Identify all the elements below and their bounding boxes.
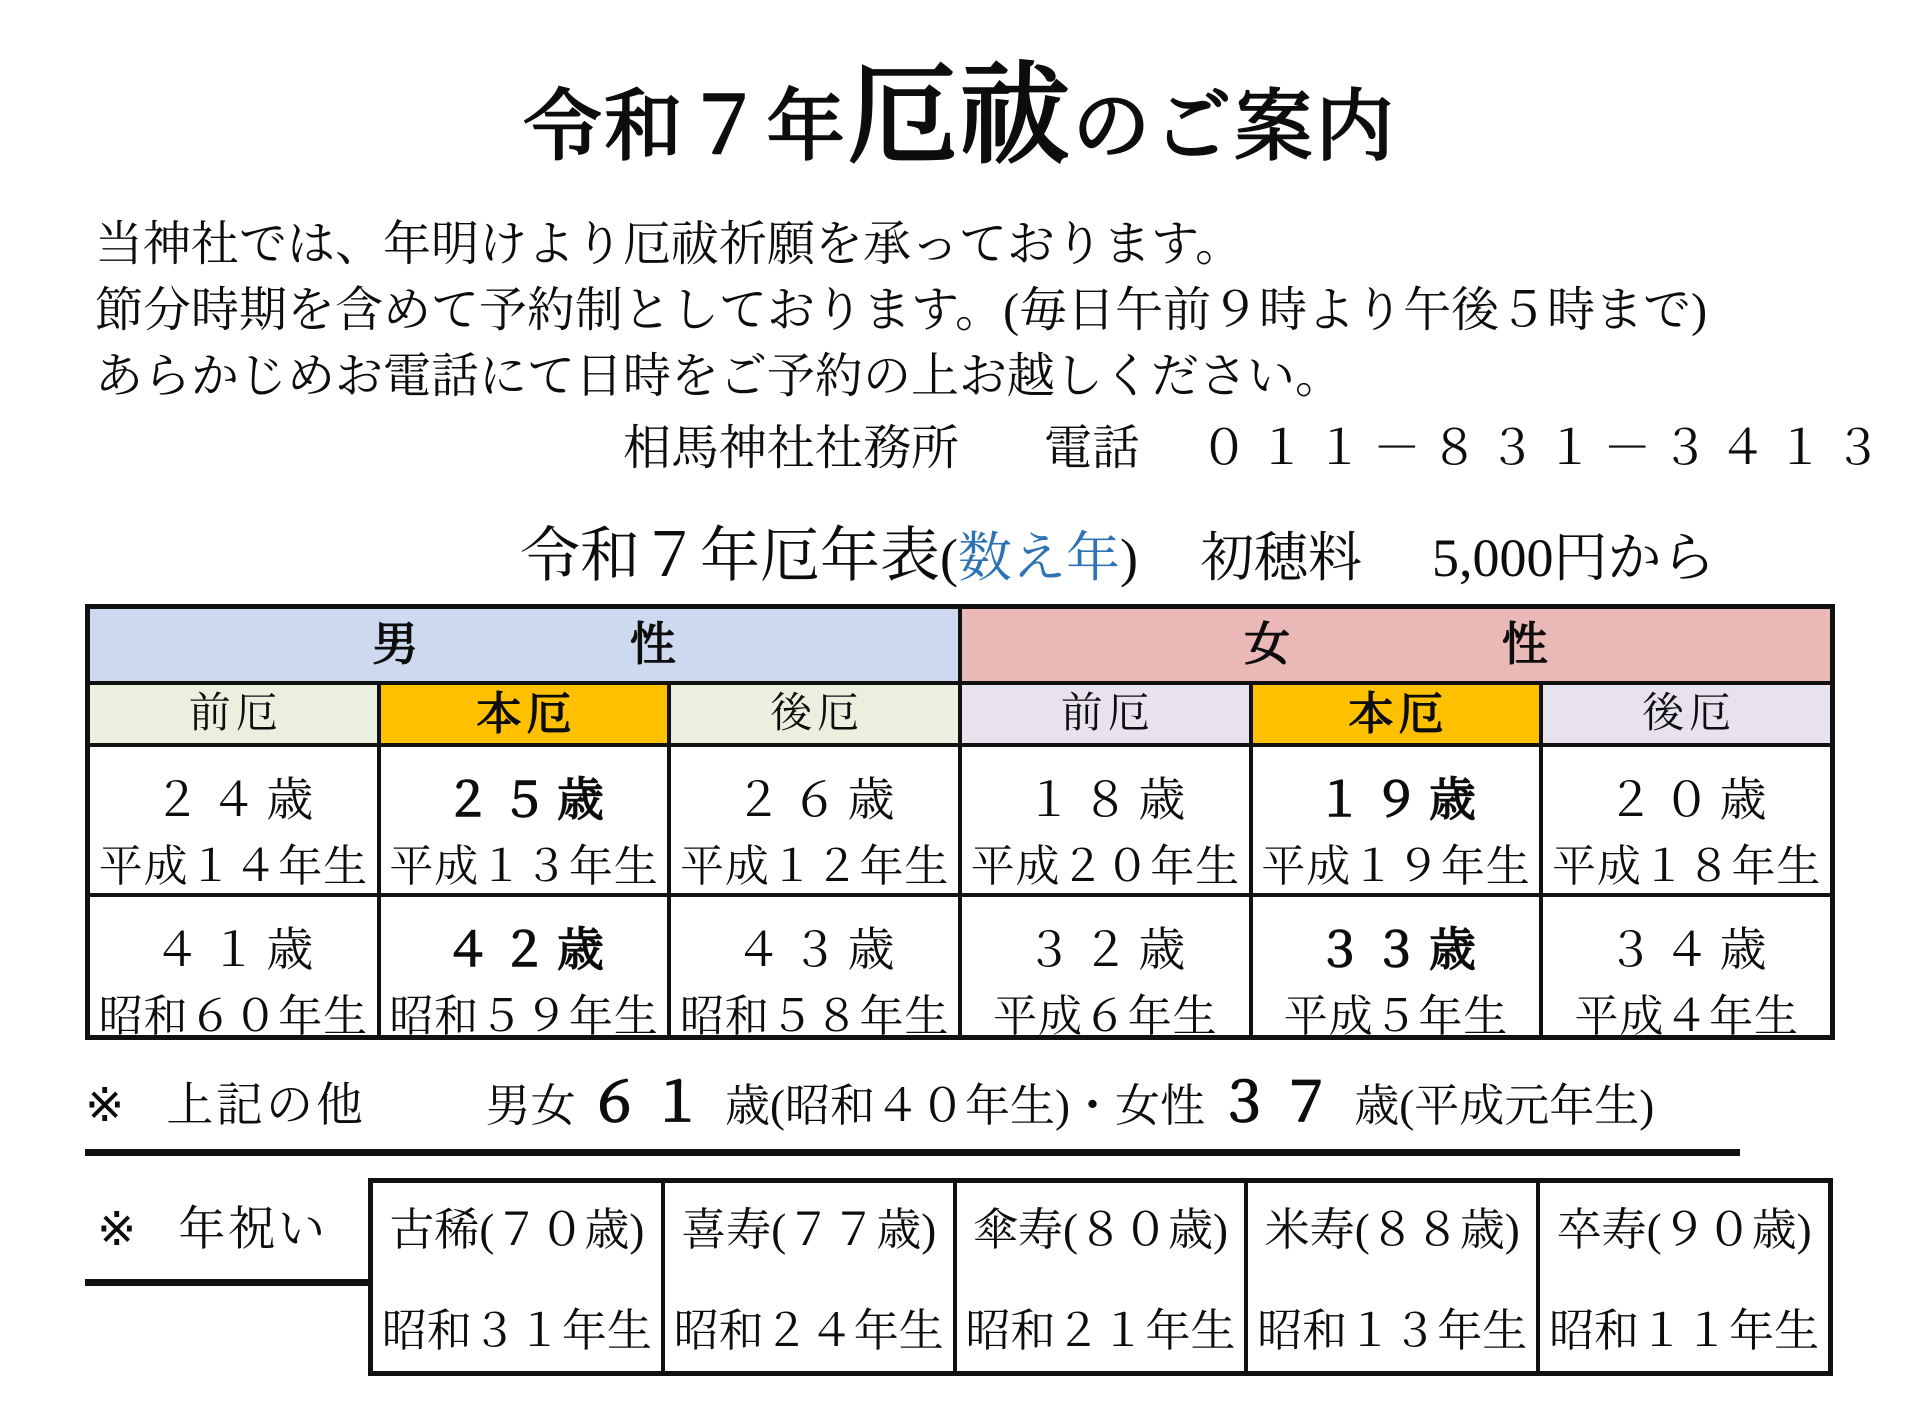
- birth-year: 平成４年生: [1574, 991, 1799, 1041]
- table-cell: [671, 747, 958, 893]
- birth-year: 昭和５８年生: [680, 991, 950, 1041]
- toshiiwai-section: [85, 1178, 1920, 1376]
- age-value: ４１歳: [153, 924, 323, 977]
- table-cell: [1543, 747, 1830, 893]
- toshiiwai-label-text: 年祝い: [178, 1203, 328, 1256]
- additional-ages-note: [85, 1060, 1740, 1156]
- age-value: ２６歳: [734, 774, 904, 827]
- table-cell: [962, 897, 1249, 1041]
- male-header-cell: 男性: [90, 609, 958, 681]
- age-value: ３２歳: [1025, 924, 1195, 977]
- note-age-61: ６１: [587, 1072, 713, 1133]
- table-cell: [671, 897, 958, 1041]
- toshiiwai-cell: [1248, 1183, 1536, 1371]
- reference-mark: ※: [85, 1079, 125, 1132]
- birth-year: 昭和２４年生: [673, 1305, 944, 1356]
- age-value: ３３歳: [1316, 924, 1486, 977]
- age-value: ４２歳: [444, 924, 614, 977]
- note-segment: 歳(昭和４０年生)・女性: [724, 1080, 1205, 1131]
- birth-year: 昭和１３年生: [1257, 1305, 1528, 1356]
- age-value: ２４歳: [153, 774, 323, 827]
- age-value: ４３歳: [734, 924, 904, 977]
- birth-year: 昭和１１年生: [1549, 1305, 1820, 1356]
- celebration-name: 喜寿(７７歳): [681, 1204, 937, 1255]
- table-cell: [962, 747, 1249, 893]
- birth-year: 昭和２１年生: [965, 1305, 1236, 1356]
- page-title: [0, 48, 1920, 186]
- table-cell-honyaku: [1253, 747, 1540, 893]
- birth-year: 平成１２年生: [680, 841, 950, 891]
- celebration-name: 傘寿(８０歳): [973, 1204, 1228, 1255]
- toshiiwai-cell: [665, 1183, 953, 1371]
- toshiiwai-table: [368, 1178, 1833, 1376]
- phone-label: 電話: [1044, 421, 1141, 475]
- female-atoyaku-header: 後厄: [1543, 685, 1830, 743]
- birth-year: 平成５年生: [1283, 991, 1509, 1041]
- title-prefix: 令和７年: [523, 83, 848, 170]
- yakudoshi-table: [85, 604, 1835, 1040]
- note-segment: 男女: [485, 1080, 576, 1131]
- age-value: ３４歳: [1606, 924, 1776, 977]
- male-honyaku-header: 本厄: [381, 685, 668, 743]
- toshiiwai-cell: [1540, 1183, 1828, 1371]
- female-maeyaku-header: 前厄: [962, 685, 1249, 743]
- age-value: ２０歳: [1606, 774, 1776, 827]
- table-cell: [90, 747, 377, 893]
- note-segment: 歳(平成元年生): [1354, 1080, 1655, 1131]
- birth-year: 平成１３年生: [389, 841, 659, 891]
- male-atoyaku-header: 後厄: [671, 685, 958, 743]
- fee-value: 5,000円から: [1431, 527, 1716, 588]
- celebration-name: 卒寿(９０歳): [1556, 1204, 1812, 1255]
- note-age-37: ３７: [1216, 1072, 1343, 1133]
- reference-mark: ※: [97, 1203, 137, 1256]
- birth-year: 昭和３１年生: [381, 1305, 652, 1356]
- celebration-name: 米寿(８８歳): [1264, 1204, 1520, 1255]
- note-label: 上記の他: [166, 1079, 366, 1132]
- female-header-cell: 女性: [962, 609, 1830, 681]
- birth-year: 平成１９年生: [1261, 841, 1531, 891]
- age-value: １９歳: [1316, 774, 1486, 827]
- fee-label: 初穂料: [1199, 527, 1362, 588]
- birth-year: 昭和５９年生: [389, 991, 659, 1041]
- intro-line-1: 当神社では、年明けより厄祓祈願を承っております。: [95, 217, 1244, 271]
- caption-kazoedoshi: 数え年: [957, 527, 1120, 588]
- birth-year: 平成２０年生: [970, 841, 1240, 891]
- shrine-office-name: 相馬神社社務所: [623, 421, 960, 475]
- toshiiwai-cell: [373, 1183, 661, 1371]
- table-cell-honyaku: [381, 897, 668, 1041]
- celebration-name: 古稀(７０歳): [389, 1204, 645, 1255]
- age-value: １８歳: [1025, 774, 1195, 827]
- age-value: ２５歳: [444, 774, 614, 827]
- birth-year: 平成１８年生: [1552, 841, 1822, 891]
- birth-year: 平成６年生: [993, 991, 1218, 1041]
- table-cell: [90, 897, 377, 1041]
- table-cell-honyaku: [381, 747, 668, 893]
- title-suffix: のご案内: [1072, 83, 1397, 170]
- table-caption: [520, 508, 1920, 594]
- contact-line: [95, 416, 1920, 482]
- female-honyaku-header: 本厄: [1253, 685, 1540, 743]
- title-emphasis: 厄祓: [847, 55, 1073, 177]
- toshiiwai-label: [85, 1178, 368, 1286]
- table-cell: [1543, 897, 1830, 1041]
- birth-year: 昭和６０年生: [98, 991, 368, 1041]
- phone-number: ０１１－８３１－３４１３: [1200, 421, 1892, 475]
- male-maeyaku-header: 前厄: [90, 685, 377, 743]
- table-cell-honyaku: [1253, 897, 1540, 1041]
- toshiiwai-cell: [957, 1183, 1245, 1371]
- intro-paragraph: [95, 212, 1920, 482]
- caption-paren-open: (: [940, 527, 958, 588]
- intro-line-2: 節分時期を含めて予約制としております。(毎日午前９時より午後５時まで): [95, 283, 1708, 337]
- caption-main: 令和７年厄年表: [520, 522, 940, 589]
- caption-paren-close: ): [1119, 527, 1138, 588]
- birth-year: 平成１４年生: [98, 841, 368, 891]
- intro-line-3: あらかじめお電話にて日時をご予約の上お越しください。: [95, 349, 1344, 403]
